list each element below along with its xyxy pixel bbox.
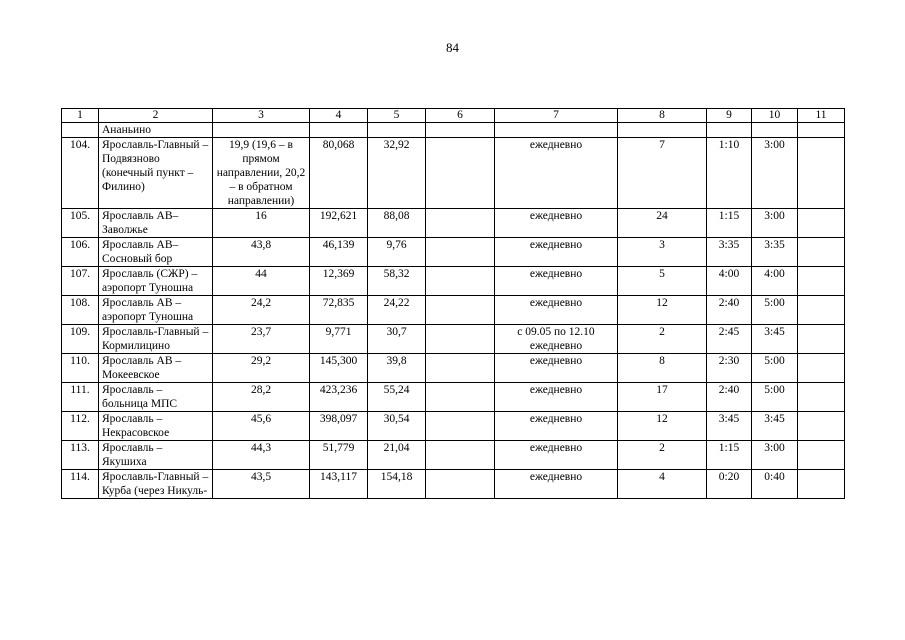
table-cell-col-9: 3:35 [707,238,752,267]
table-cell-col-6 [426,383,495,412]
table-cell-col-1: 110. [62,354,99,383]
table-cell-col-3: 44 [213,267,310,296]
table-cell-col-8: 12 [618,296,707,325]
table-cell-col-7: ежедневно [495,138,618,209]
table-cell-col-5: 24,22 [368,296,426,325]
column-header-6: 6 [426,109,495,123]
table-cell-col-7 [495,123,618,138]
table-cell-col-9: 2:40 [707,383,752,412]
table-cell-col-2: Ярославль АВ – аэропорт Туношна [99,296,213,325]
table-row [62,123,845,138]
table-cell-col-1: 113. [62,441,99,470]
table-cell-col-9: 2:45 [707,325,752,354]
table-cell-col-4: 145,300 [310,354,368,383]
table-cell-col-10: 4:00 [752,267,798,296]
table-cell-col-2: Ярославль (СЖР) – аэропорт Туношна [99,267,213,296]
header-row [62,109,845,123]
table-cell-col-10: 3:45 [752,412,798,441]
column-header-7: 7 [495,109,618,123]
table-cell-col-8: 3 [618,238,707,267]
table-cell-col-10: 5:00 [752,383,798,412]
table-cell-col-9: 3:45 [707,412,752,441]
table-row [62,267,845,296]
page-number: 84 [446,40,459,55]
table-cell-col-9: 2:30 [707,354,752,383]
table-cell-col-1: 106. [62,238,99,267]
table-cell-col-10 [752,123,798,138]
table-cell-col-10: 5:00 [752,296,798,325]
table-cell-col-2: Ярославль – Некрасовское [99,412,213,441]
column-header-5: 5 [368,109,426,123]
table-cell-col-4: 398,097 [310,412,368,441]
table-cell-col-10: 3:00 [752,138,798,209]
table-cell-col-11 [798,138,845,209]
table-cell-col-2: Ярославль – больница МПС [99,383,213,412]
column-header-8: 8 [618,109,707,123]
table-row [62,296,845,325]
table-cell-col-6 [426,470,495,499]
table-cell-col-1: 109. [62,325,99,354]
table-cell-col-9 [707,123,752,138]
table-cell-col-3: 43,5 [213,470,310,499]
table-cell-col-10: 3:00 [752,209,798,238]
table-cell-col-3: 24,2 [213,296,310,325]
table-cell-col-1: 104. [62,138,99,209]
table-cell-col-7: ежедневно [495,209,618,238]
table-cell-col-10: 3:45 [752,325,798,354]
table-body [62,123,845,499]
table-cell-col-2: Ярославль АВ– Сосновый бор [99,238,213,267]
table-cell-col-5: 32,92 [368,138,426,209]
table-cell-col-8: 17 [618,383,707,412]
table-cell-col-11 [798,441,845,470]
table-cell-col-7: ежедневно [495,238,618,267]
table-cell-col-4: 80,068 [310,138,368,209]
table-cell-col-7: ежедневно [495,441,618,470]
table-cell-col-2: Ананьино [99,123,213,138]
column-header-9: 9 [707,109,752,123]
table-row [62,325,845,354]
table-cell-col-3: 29,2 [213,354,310,383]
table-cell-col-3 [213,123,310,138]
table-cell-col-7: с 09.05 по 12.10 ежедневно [495,325,618,354]
table-cell-col-1: 105. [62,209,99,238]
table-cell-col-3: 19,9 (19,6 – в прямом направлении, 20,2 – в обратном направлении) [213,138,310,209]
table-cell-col-11 [798,470,845,499]
table-cell-col-3: 28,2 [213,383,310,412]
table-cell-col-7: ежедневно [495,296,618,325]
table-cell-col-6 [426,412,495,441]
table-cell-col-4: 12,369 [310,267,368,296]
table-cell-col-3: 43,8 [213,238,310,267]
table-cell-col-5: 21,04 [368,441,426,470]
table-cell-col-7: ежедневно [495,412,618,441]
table-cell-col-4 [310,123,368,138]
table-cell-col-6 [426,325,495,354]
table-cell-col-6 [426,354,495,383]
table-cell-col-8: 2 [618,441,707,470]
table-row [62,383,845,412]
table-cell-col-8: 5 [618,267,707,296]
table-cell-col-11 [798,296,845,325]
table-cell-col-9: 2:40 [707,296,752,325]
table-cell-col-8 [618,123,707,138]
table-cell-col-1: 107. [62,267,99,296]
table-cell-col-5: 58,32 [368,267,426,296]
table-cell-col-5 [368,123,426,138]
table-cell-col-5: 9,76 [368,238,426,267]
table-cell-col-5: 88,08 [368,209,426,238]
table-cell-col-6 [426,138,495,209]
table-cell-col-6 [426,296,495,325]
column-header-4: 4 [310,109,368,123]
table-cell-col-9: 1:10 [707,138,752,209]
table-cell-col-7: ежедневно [495,470,618,499]
table-cell-col-6 [426,209,495,238]
table-cell-col-4: 143,117 [310,470,368,499]
table-cell-col-4: 51,779 [310,441,368,470]
table-row [62,354,845,383]
table-cell-col-1: 114. [62,470,99,499]
routes-table [61,108,845,499]
table-cell-col-6 [426,123,495,138]
table-cell-col-10: 3:35 [752,238,798,267]
column-header-3: 3 [213,109,310,123]
table-cell-col-3: 44,3 [213,441,310,470]
table-row [62,138,845,209]
column-header-2: 2 [99,109,213,123]
table-cell-col-5: 55,24 [368,383,426,412]
table-cell-col-4: 192,621 [310,209,368,238]
table-cell-col-5: 30,7 [368,325,426,354]
table-cell-col-1 [62,123,99,138]
table-cell-col-11 [798,383,845,412]
table-cell-col-3: 45,6 [213,412,310,441]
table-cell-col-11 [798,412,845,441]
table-cell-col-4: 46,139 [310,238,368,267]
table-cell-col-4: 9,771 [310,325,368,354]
table-cell-col-5: 30,54 [368,412,426,441]
table-cell-col-3: 16 [213,209,310,238]
table-cell-col-2: Ярославль АВ – Мокеевское [99,354,213,383]
table-cell-col-2: Ярославль – Якушиха [99,441,213,470]
table-cell-col-11 [798,267,845,296]
table-row [62,470,845,499]
table-cell-col-5: 39,8 [368,354,426,383]
column-header-11: 11 [798,109,845,123]
table-cell-col-8: 4 [618,470,707,499]
table-cell-col-3: 23,7 [213,325,310,354]
table-cell-col-2: Ярославль АВ– Заволжье [99,209,213,238]
table-cell-col-9: 4:00 [707,267,752,296]
table-cell-col-11 [798,238,845,267]
table-cell-col-5: 154,18 [368,470,426,499]
table-cell-col-8: 8 [618,354,707,383]
table-cell-col-6 [426,441,495,470]
table-cell-col-11 [798,354,845,383]
table-cell-col-2: Ярославль-Главный – Курба (через Никуль- [99,470,213,499]
table-cell-col-9: 1:15 [707,209,752,238]
table-cell-col-9: 0:20 [707,470,752,499]
table-row [62,441,845,470]
table-cell-col-11 [798,209,845,238]
table-cell-col-4: 72,835 [310,296,368,325]
table-cell-col-1: 108. [62,296,99,325]
table-cell-col-8: 24 [618,209,707,238]
table-cell-col-2: Ярославль-Главный – Кормилицино [99,325,213,354]
table-cell-col-1: 112. [62,412,99,441]
table-cell-col-11 [798,325,845,354]
table-cell-col-6 [426,238,495,267]
table-cell-col-8: 7 [618,138,707,209]
table-cell-col-7: ежедневно [495,267,618,296]
table-row [62,412,845,441]
table-cell-col-10: 0:40 [752,470,798,499]
table-row [62,209,845,238]
table-cell-col-11 [798,123,845,138]
table-row [62,238,845,267]
column-header-1: 1 [62,109,99,123]
column-header-10: 10 [752,109,798,123]
table-cell-col-8: 12 [618,412,707,441]
table-cell-col-7: ежедневно [495,383,618,412]
table-cell-col-4: 423,236 [310,383,368,412]
table-cell-col-1: 111. [62,383,99,412]
table-cell-col-10: 3:00 [752,441,798,470]
table-cell-col-9: 1:15 [707,441,752,470]
table-cell-col-8: 2 [618,325,707,354]
table-cell-col-2: Ярославль-Главный – Подвязново (конечный пункт – Филино) [99,138,213,209]
table-cell-col-6 [426,267,495,296]
table-cell-col-7: ежедневно [495,354,618,383]
table-cell-col-10: 5:00 [752,354,798,383]
